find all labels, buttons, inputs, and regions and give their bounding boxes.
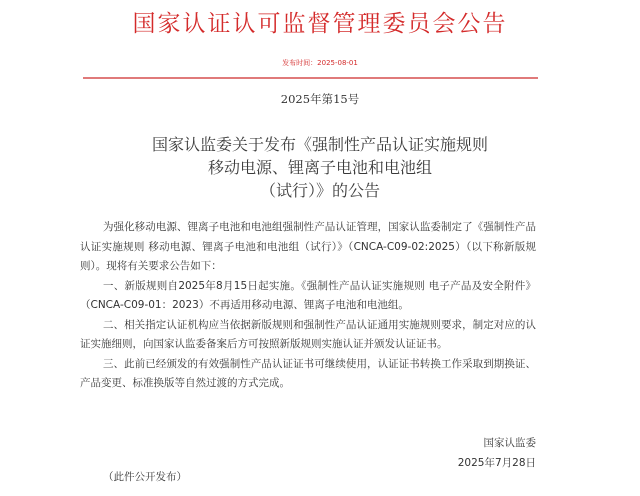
masthead-title: 国家认证认可监督管理委员会公告 [132, 11, 508, 37]
document-title-line: 移动电源、锂离子电池和电池组 [207, 158, 432, 177]
publish-date: 发布时间：2025-08-01 [282, 59, 358, 67]
signature-issuer: 国家认监委 [483, 437, 536, 449]
document-title-line: 国家认监委关于发布《强制性产品认证实施规则 [151, 135, 488, 154]
signature-block [458, 433, 536, 473]
paragraph-intro: 为强化移动电源、锂离子电池和电池组强制性产品认证管理，国家认监委制定了《强制性产品认证实施规则 移动电源、锂离子电池和电池组（试行）》（CNCA-C09-02:2025）（以下称新版规则）。现将有关要求公告如下： [80, 221, 536, 272]
document-number: 2025年第15号 [280, 92, 360, 106]
paragraph-item-2: 二、相关指定认证机构应当依据新版规则和强制性产品认证通用实施规则要求，制定对应的认证实施细则，向国家认监委备案后方可按照新版规则实施认证并颁发认证证书。 [80, 318, 536, 350]
signature-date: 2025年7月28日 [457, 457, 536, 469]
document-body [80, 218, 536, 394]
paragraph-item-3: 三、此前已经颁发的有效强制性产品认证证书可继续使用，认证证书转换工作采取到期换证、产品变更、标准换版等自然过渡的方式完成。 [80, 357, 536, 389]
public-release-note: （此件公开发布） [103, 471, 187, 483]
header-divider [83, 77, 538, 79]
document-title-line: （试行）》的公告 [259, 181, 380, 200]
paragraph-item-1: 一、新版规则自2025年8月15日起实施。《强制性产品认证实施规则 电子产品及安全附件》（CNCA-C09-01：2023）不再适用移动电源、锂离子电池和电池组。 [80, 279, 536, 311]
document-title [0, 133, 640, 202]
